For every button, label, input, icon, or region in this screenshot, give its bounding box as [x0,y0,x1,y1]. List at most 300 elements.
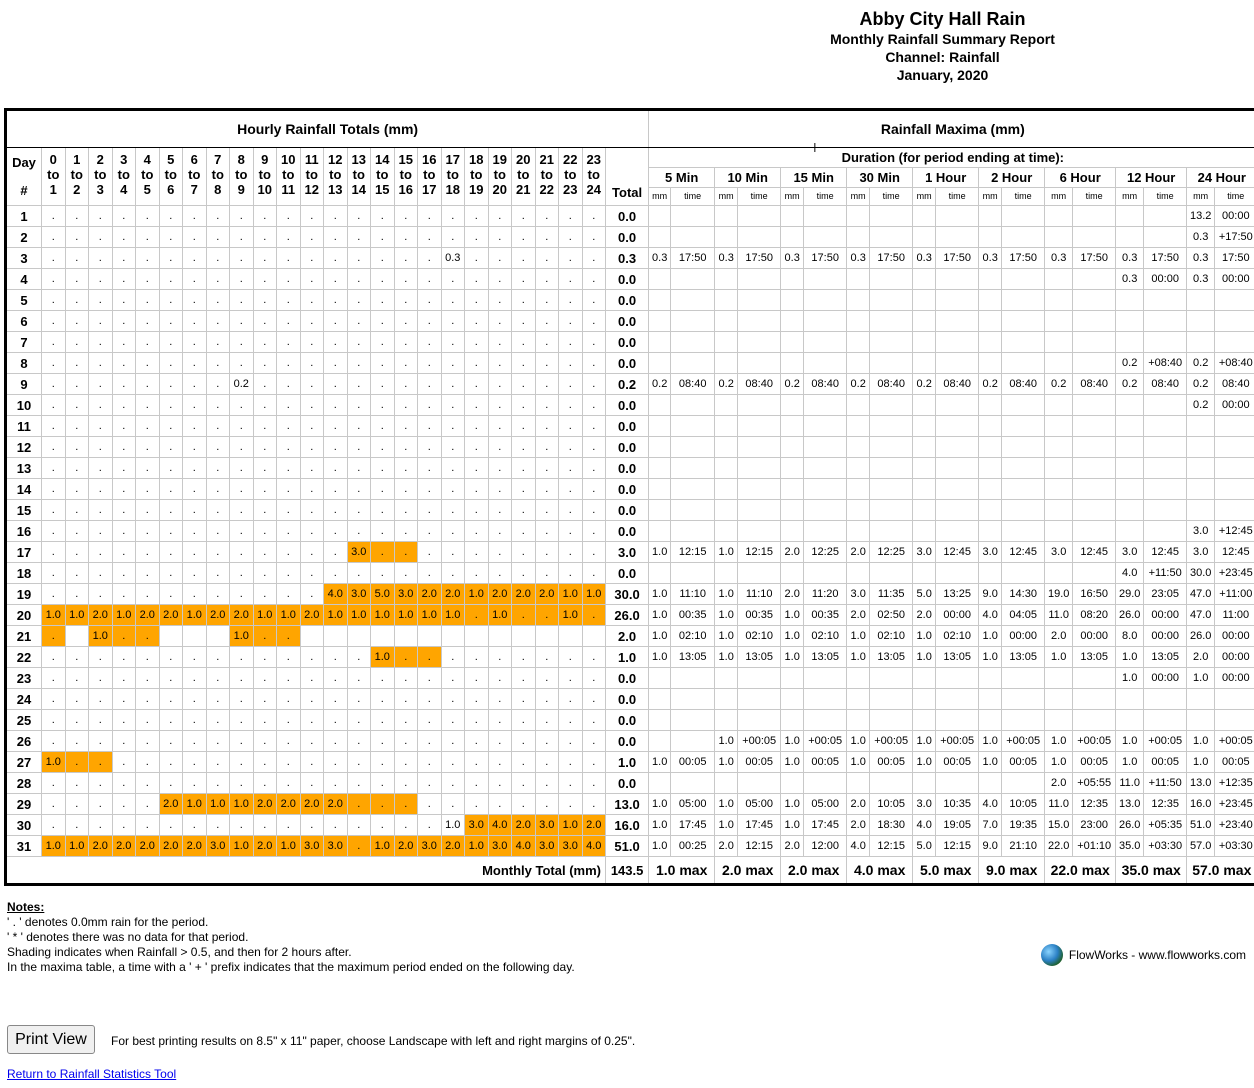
hourly-value-cell: . [300,710,324,731]
hourly-value-cell: . [230,479,254,500]
maxima-mm-cell [715,290,738,311]
hourly-value-cell: 2.0 [512,815,536,836]
maxima-time-cell: 17:50 [1002,248,1045,269]
hourly-value-cell: . [89,353,113,374]
hourly-value-cell: . [347,731,371,752]
day-header-hash: # [20,182,28,198]
hourly-value-cell: . [89,311,113,332]
maxima-time-cell [804,416,847,437]
maxima-mm-cell: 0.2 [1116,353,1144,374]
hour-column-header: 16 to 17 [418,148,442,206]
maxima-mm-cell: 4.0 [979,794,1002,815]
maxima-mm-cell [649,416,671,437]
hourly-value-cell: . [512,710,536,731]
maxima-time-cell [1002,332,1045,353]
maxima-time-cell [1002,479,1045,500]
unit-mm-header: mm [913,188,936,206]
unit-mm-header: mm [1045,188,1073,206]
hourly-value-cell: . [206,710,230,731]
daily-total-cell: 0.0 [606,332,649,353]
maxima-time-cell [1144,395,1187,416]
hourly-value-cell: . [394,290,418,311]
hourly-value-cell [582,626,606,647]
maxima-mm-cell [781,458,804,479]
period-header: 5 Min [649,168,715,188]
hourly-value-cell: . [465,794,489,815]
text-cursor-icon: I [813,140,817,155]
maxima-mm-cell: 0.2 [1045,374,1073,395]
day-number: 8 [6,353,42,374]
maxima-time-cell [1002,689,1045,710]
return-to-statistics-link[interactable]: Return to Rainfall Statistics Tool [7,1067,177,1081]
hourly-value-cell: . [65,416,89,437]
hourly-value-cell: . [324,773,348,794]
hourly-value-cell: . [42,563,66,584]
maxima-time-cell: 13:05 [804,647,847,668]
period-max-value: 35.0 max [1116,857,1187,885]
hourly-value-cell: . [230,227,254,248]
maxima-time-cell [1215,311,1254,332]
hourly-value-cell: . [65,311,89,332]
hourly-value-cell: . [582,227,606,248]
hourly-value-cell: . [347,647,371,668]
maxima-mm-cell [781,563,804,584]
hourly-value-cell: . [488,500,512,521]
maxima-mm-cell [847,290,870,311]
hourly-value-cell: . [582,500,606,521]
hourly-value-cell: . [112,437,136,458]
maxima-mm-cell: 2.0 [715,836,738,857]
maxima-time-cell [671,773,715,794]
hourly-value-cell: . [418,668,442,689]
daily-total-cell: 0.0 [606,311,649,332]
hourly-value-cell: . [159,269,183,290]
hourly-value-cell: . [559,689,583,710]
maxima-mm-cell: 0.3 [1116,269,1144,290]
maxima-mm-cell [979,521,1002,542]
hourly-value-cell: . [465,311,489,332]
maxima-time-cell: 17:50 [1215,248,1254,269]
maxima-mm-cell: 1.0 [1045,752,1073,773]
hourly-value-cell: . [465,416,489,437]
daily-total-cell: 13.0 [606,794,649,815]
maxima-time-cell: 23:05 [1144,584,1187,605]
hourly-value-cell: . [559,773,583,794]
maxima-time-cell [671,227,715,248]
maxima-time-cell: 00:05 [1144,752,1187,773]
maxima-mm-cell [781,479,804,500]
maxima-time-cell: 00:00 [1144,626,1187,647]
maxima-mm-cell [1187,458,1215,479]
hourly-value-cell: . [253,206,277,227]
hourly-value-cell: . [112,542,136,563]
hourly-value-cell: . [535,311,559,332]
hourly-value-cell: . [112,458,136,479]
maxima-time-cell [804,563,847,584]
maxima-time-cell [1215,479,1254,500]
hourly-value-cell: . [206,584,230,605]
hourly-value-cell: . [535,668,559,689]
maxima-mm-cell: 1.0 [649,626,671,647]
maxima-time-cell [1073,206,1116,227]
maxima-mm-cell [715,521,738,542]
hourly-value-cell: . [441,794,465,815]
hourly-value-cell: . [488,689,512,710]
hourly-value-cell: . [512,269,536,290]
hourly-value-cell: 0.2 [230,374,254,395]
hourly-value-cell: . [300,311,324,332]
hourly-value-cell: . [42,374,66,395]
hourly-value-cell: . [512,668,536,689]
hourly-value-cell: . [136,374,160,395]
hourly-value-cell: . [465,689,489,710]
maxima-time-cell [1144,311,1187,332]
maxima-mm-cell: 0.2 [1187,395,1215,416]
hourly-value-cell: 3.0 [347,584,371,605]
day-number: 22 [6,647,42,668]
maxima-time-cell: 17:45 [804,815,847,836]
hourly-value-cell: . [394,773,418,794]
hourly-value-cell: 3.0 [300,836,324,857]
hourly-value-cell: . [65,437,89,458]
unit-mm-header: mm [715,188,738,206]
hourly-value-cell: . [300,752,324,773]
hourly-value-cell: . [65,227,89,248]
maxima-mm-cell [1045,395,1073,416]
hourly-value-cell: . [89,710,113,731]
hourly-value-cell: . [183,731,207,752]
hourly-value-cell: . [559,668,583,689]
hourly-value-cell: . [65,815,89,836]
hourly-value-cell: . [112,815,136,836]
maxima-mm-cell: 1.0 [781,752,804,773]
hourly-value-cell: . [183,521,207,542]
hourly-value-cell: . [42,647,66,668]
hourly-value-cell: . [441,647,465,668]
hour-column-header: 5 to 6 [159,148,183,206]
maxima-time-cell [671,269,715,290]
hourly-value-cell: . [300,773,324,794]
maxima-mm-cell: 1.0 [913,731,936,752]
hourly-value-cell: . [347,752,371,773]
hourly-value-cell: . [159,647,183,668]
hourly-value-cell: . [253,542,277,563]
hourly-value-cell: . [465,437,489,458]
hourly-value-cell: 3.0 [394,584,418,605]
hourly-value-cell: . [324,269,348,290]
day-header-label: Day [12,154,36,170]
maxima-mm-cell [847,269,870,290]
table-row [6,710,1254,731]
maxima-time-cell [1073,395,1116,416]
hourly-value-cell: . [488,773,512,794]
maxima-mm-cell [1045,332,1073,353]
hourly-value-cell: . [42,353,66,374]
hourly-value-cell: . [253,458,277,479]
hourly-value-cell: . [512,395,536,416]
hourly-value-cell: . [582,668,606,689]
hourly-value-cell: . [253,374,277,395]
maxima-mm-cell [781,395,804,416]
hourly-value-cell: 1.0 [277,605,301,626]
hourly-value-cell: . [277,290,301,311]
maxima-mm-cell [1045,710,1073,731]
hourly-value-cell: . [89,563,113,584]
period-max-value: 4.0 max [847,857,913,885]
hourly-value-cell: . [136,542,160,563]
maxima-time-cell [738,521,781,542]
maxima-mm-cell [913,395,936,416]
hourly-value-cell: 1.0 [371,836,395,857]
maxima-time-cell [1073,479,1116,500]
maxima-mm-cell [649,206,671,227]
maxima-time-cell [936,521,979,542]
hourly-value-cell: . [300,689,324,710]
maxima-time-cell: 13:05 [1144,647,1187,668]
maxima-time-cell: +23:40 [1215,815,1254,836]
hourly-value-cell: . [418,458,442,479]
hour-column-header: 20 to 21 [512,148,536,206]
maxima-time-cell: 16:50 [1073,584,1116,605]
maxima-mm-cell: 1.0 [649,836,671,857]
hourly-value-cell: . [582,248,606,269]
hourly-value-cell: . [206,416,230,437]
hourly-value-cell: . [253,416,277,437]
hourly-value-cell: . [418,710,442,731]
hourly-value-cell: . [512,731,536,752]
maxima-mm-cell [1045,227,1073,248]
hourly-value-cell: 3.0 [535,815,559,836]
hourly-value-cell: . [136,773,160,794]
hourly-value-cell: . [253,479,277,500]
maxima-time-cell [738,710,781,731]
day-number: 1 [6,206,42,227]
maxima-time-cell: 13:05 [1002,647,1045,668]
maxima-time-cell [804,668,847,689]
hourly-value-cell: 1.0 [371,605,395,626]
hourly-value-cell: 2.0 [324,794,348,815]
hour-column-header: 18 to 19 [465,148,489,206]
maxima-mm-cell: 1.0 [1187,752,1215,773]
hourly-value-cell: 4.0 [512,836,536,857]
hourly-value-cell: . [112,206,136,227]
period-max-value: 57.0 max [1187,857,1254,885]
hourly-value-cell: . [112,752,136,773]
hourly-value-cell: . [42,773,66,794]
maxima-mm-cell: 1.0 [715,626,738,647]
hourly-value-cell: 0.3 [441,248,465,269]
hourly-value-cell: . [277,227,301,248]
hourly-value-cell: . [418,731,442,752]
print-tip: For best printing results on 8.5" x 11" paper, choose Landscape with left and right margins of 0.25". [111,1034,636,1048]
maxima-time-cell [870,563,913,584]
hourly-value-cell: . [136,815,160,836]
hourly-value-cell: . [159,521,183,542]
maxima-time-cell [671,710,715,731]
maxima-time-cell [936,269,979,290]
maxima-mm-cell [649,500,671,521]
hourly-value-cell: . [253,248,277,269]
maxima-time-cell [804,227,847,248]
hourly-value-cell: . [512,311,536,332]
hourly-value-cell: . [253,584,277,605]
hourly-value-cell: . [418,563,442,584]
maxima-mm-cell [715,353,738,374]
hourly-value-cell [512,626,536,647]
hourly-value-cell: 2.0 [230,605,254,626]
maxima-mm-cell: 0.3 [1045,248,1073,269]
maxima-time-cell [870,269,913,290]
maxima-time-cell [671,521,715,542]
hourly-value-cell: . [253,500,277,521]
maxima-mm-cell [649,311,671,332]
day-number: 4 [6,269,42,290]
maxima-mm-cell: 4.0 [979,605,1002,626]
maxima-time-cell: 12:15 [870,836,913,857]
monthly-total-label: Monthly Total (mm) [6,857,606,885]
maxima-time-cell: 17:50 [1144,248,1187,269]
maxima-mm-cell [715,668,738,689]
daily-total-cell: 0.0 [606,437,649,458]
daily-total-cell: 0.0 [606,710,649,731]
daily-total-cell: 0.0 [606,773,649,794]
maxima-mm-cell: 0.2 [847,374,870,395]
hourly-value-cell: . [230,248,254,269]
maxima-time-cell [1144,500,1187,521]
maxima-time-cell [936,437,979,458]
maxima-mm-cell: 3.0 [913,542,936,563]
hourly-value-cell: 1.0 [559,605,583,626]
hourly-value-cell: . [277,815,301,836]
hourly-value-cell: . [136,437,160,458]
hourly-value-cell: 1.0 [206,794,230,815]
maxima-mm-cell [913,206,936,227]
maxima-mm-cell: 57.0 [1187,836,1215,857]
hourly-value-cell: . [488,521,512,542]
day-number: 3 [6,248,42,269]
notes-title: Notes: [7,900,45,914]
maxima-time-cell [870,395,913,416]
maxima-time-cell: 08:40 [804,374,847,395]
hourly-value-cell: . [441,689,465,710]
table-row [6,500,1254,521]
hourly-value-cell: . [253,689,277,710]
maxima-mm-cell: 2.0 [781,542,804,563]
hourly-value-cell: . [559,479,583,500]
hourly-value-cell: . [136,731,160,752]
hourly-value-cell: . [89,290,113,311]
hourly-value-cell: . [65,374,89,395]
hourly-value-cell: . [42,521,66,542]
hourly-value-cell: . [512,563,536,584]
maxima-time-cell [1002,458,1045,479]
maxima-mm-cell [1045,290,1073,311]
maxima-mm-cell: 1.0 [913,752,936,773]
maxima-time-cell [738,479,781,500]
maxima-mm-cell: 0.3 [649,248,671,269]
maxima-time-cell [1073,689,1116,710]
maxima-time-cell: 11:20 [804,584,847,605]
maxima-mm-cell [979,773,1002,794]
hourly-value-cell: . [371,710,395,731]
hourly-value-cell: . [206,563,230,584]
hourly-value-cell: . [488,227,512,248]
day-number: 12 [6,437,42,458]
print-view-button[interactable]: Print View [7,1025,95,1054]
hourly-value-cell: . [488,668,512,689]
hourly-value-cell: . [465,458,489,479]
daily-total-cell: 1.0 [606,752,649,773]
hourly-value-cell: . [159,500,183,521]
hourly-value-cell: . [183,374,207,395]
hourly-value-cell: . [324,395,348,416]
hourly-value-cell: . [277,374,301,395]
table-row [6,416,1254,437]
day-number: 17 [6,542,42,563]
maxima-time-cell: 05:00 [671,794,715,815]
maxima-mm-cell [781,773,804,794]
hourly-value-cell: . [559,521,583,542]
maxima-time-cell: 00:35 [804,605,847,626]
hourly-value-cell: . [136,626,160,647]
maxima-mm-cell: 3.0 [847,584,870,605]
day-number: 23 [6,668,42,689]
hourly-value-cell: . [488,437,512,458]
hour-column-header: 3 to 4 [112,148,136,206]
hourly-value-cell: . [159,542,183,563]
hourly-value-cell: . [582,605,606,626]
hourly-value-cell: . [136,563,160,584]
maxima-time-cell: 19:35 [1002,815,1045,836]
maxima-time-cell [1144,437,1187,458]
hourly-value-cell: 3.0 [559,836,583,857]
hour-column-header: 23 to 24 [582,148,606,206]
maxima-mm-cell: 11.0 [1116,773,1144,794]
maxima-time-cell [870,332,913,353]
maxima-time-cell [1215,710,1254,731]
hourly-value-cell: . [183,479,207,500]
maxima-time-cell [671,206,715,227]
maxima-mm-cell: 11.0 [1045,605,1073,626]
hourly-value-cell: . [559,563,583,584]
hourly-value-cell: . [535,248,559,269]
hourly-value-cell: . [112,479,136,500]
hourly-value-cell: . [324,563,348,584]
maxima-time-cell [804,500,847,521]
maxima-mm-cell [1116,500,1144,521]
maxima-time-cell: +00:05 [1073,731,1116,752]
maxima-time-cell [738,668,781,689]
maxima-mm-cell: 47.0 [1187,584,1215,605]
hourly-value-cell [465,626,489,647]
maxima-mm-cell [913,290,936,311]
table-row [6,542,1254,563]
hourly-value-cell: 1.0 [183,605,207,626]
hourly-value-cell: . [535,416,559,437]
table-row [6,689,1254,710]
maxima-mm-cell: 19.0 [1045,584,1073,605]
hourly-value-cell: . [277,353,301,374]
hourly-value-cell: . [159,206,183,227]
maxima-mm-cell: 1.0 [1116,668,1144,689]
hourly-value-cell: . [277,521,301,542]
day-number: 14 [6,479,42,500]
maxima-mm-cell [715,773,738,794]
hourly-value-cell: . [441,710,465,731]
hourly-value-cell: . [300,542,324,563]
table-row [6,269,1254,290]
hourly-value-cell: . [347,332,371,353]
